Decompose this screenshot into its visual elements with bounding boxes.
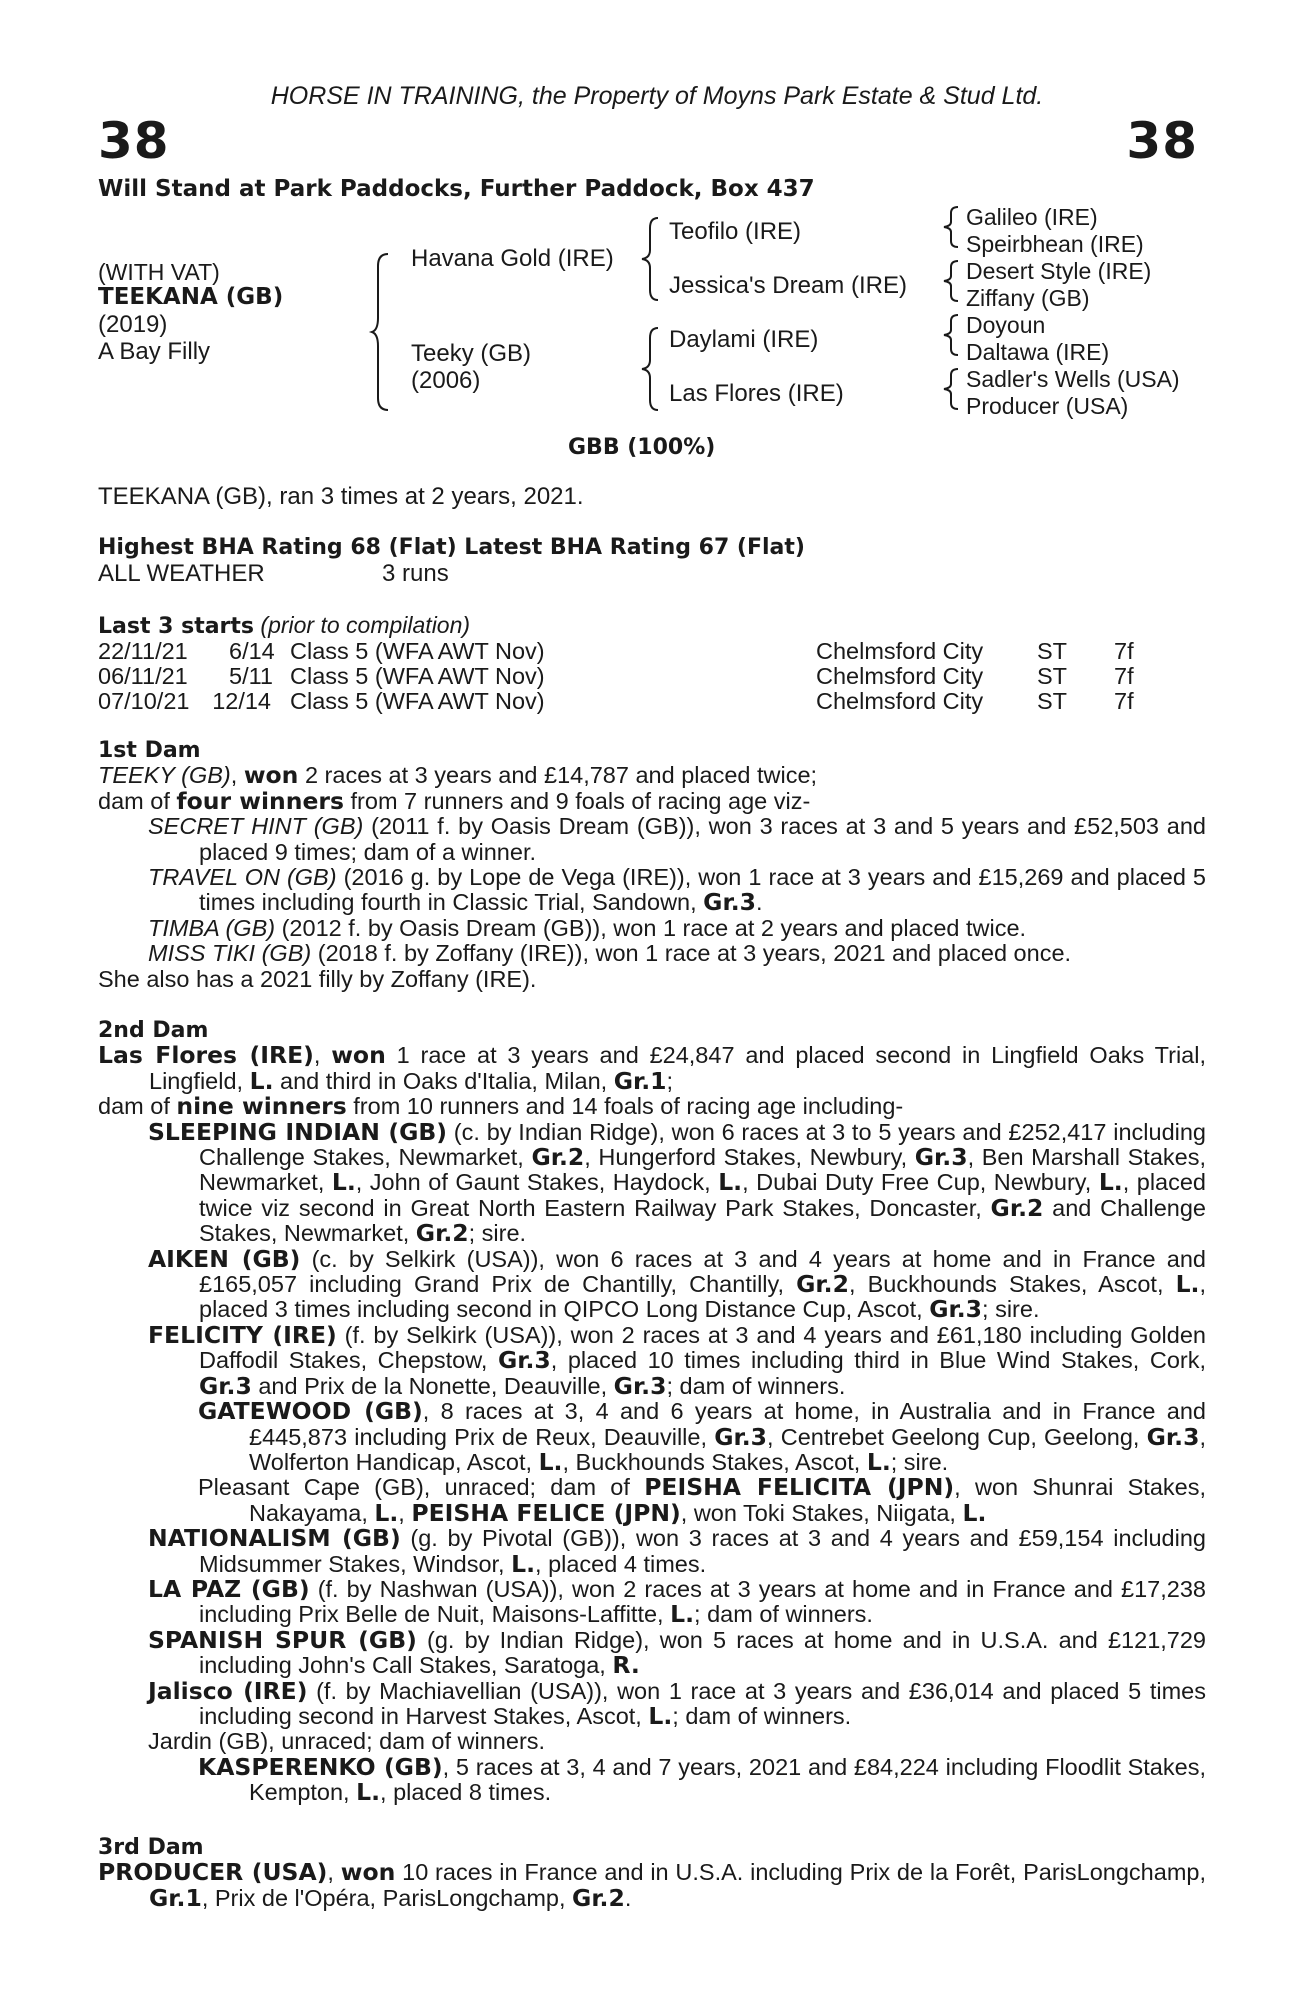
first-dam-tail: She also has a 2021 filly by Zoffany (IRE). [98, 965, 537, 992]
start-distance: 7f [1114, 638, 1134, 664]
produce-details: , placed 4 times. [535, 1550, 707, 1577]
second-dam-section [98, 1018, 1206, 1806]
main-brace [370, 252, 394, 412]
start-course: Chelmsford City [816, 688, 984, 714]
ancestor-speirbhean: Speirbhean (IRE) [966, 231, 1144, 257]
grade-label: Gr.3 [497, 1346, 551, 1375]
produce-details: , placed 8 times. [380, 1779, 552, 1806]
produce-name: PEISHA FELICITA (JPN) [644, 1473, 955, 1502]
start-distance: 7f [1114, 688, 1134, 714]
listed-label: L. [648, 1701, 673, 1730]
listed-label: L. [670, 1600, 695, 1629]
last-starts-title: Last 3 starts [98, 614, 255, 639]
stand-location: Will Stand at Park Paddocks, Further Paddock, Box 437 [98, 176, 815, 202]
produce-details: , 5 races at 3, 4 and 7 years, 2021 and £84,224 including Floodlit Stakes, Kempton, [249, 1753, 1206, 1806]
produce-details: ; sire. [982, 1296, 1040, 1323]
listed-label: L. [718, 1168, 743, 1197]
produce-text: dam of [98, 1093, 177, 1120]
produce-name: TRAVEL ON (GB) [148, 864, 337, 891]
start-course: Chelmsford City [816, 638, 984, 664]
record-text: ; [666, 1067, 674, 1094]
produce-details: (2018 f. by Zoffany (IRE)), won 1 race at 3 years, 2021 and placed once. [311, 940, 1072, 967]
produce-entry [98, 1676, 1206, 1730]
listed-label: L. [962, 1498, 987, 1527]
dam-sire: Daylami (IRE) [669, 326, 819, 353]
dam-name: TEEKY (GB) [98, 762, 231, 789]
produce-entry [98, 1625, 1207, 1680]
ancestor-desert-style: Desert Style (IRE) [966, 258, 1152, 284]
dam-name: Teeky (GB) [411, 340, 532, 367]
produce-entry [98, 865, 1206, 916]
start-course: Chelmsford City [816, 663, 984, 689]
record-text: 1 race at 3 years and £24,847 and placed second in Lingfield Oaks Trial, Lingfield, [149, 1042, 1206, 1094]
produce-entry [98, 814, 1206, 865]
grade-label: Gr.3 [714, 1422, 768, 1451]
restricted-label: R. [612, 1651, 640, 1680]
produce-details: (2011 f. by Oasis Dream (GB)), won 3 races at 3 and 5 years and £52,503 and placed 9 times; dam of a winner. [199, 813, 1206, 865]
start-date: 06/11/21 [98, 663, 188, 689]
won-label: won [340, 1858, 396, 1887]
produce-details: and Prix de la Nonette, Deauville, [251, 1372, 614, 1399]
horse-name: TEEKANA (GB) [98, 284, 284, 310]
produce-details: ; dam of winners. [694, 1601, 873, 1628]
listed-label: L. [866, 1447, 891, 1476]
third-dam-record [98, 1860, 1206, 1911]
dam-brace [640, 326, 664, 412]
second-dam-heading: 2nd Dam [98, 1018, 209, 1043]
grade-label: Gr.3 [199, 1371, 252, 1400]
record-text: 10 races in France and in U.S.A. including Prix de la Forêt, ParisLongchamp, [395, 1859, 1206, 1886]
vat-note: (WITH VAT) [98, 259, 220, 285]
produce-details: (2012 f. by Oasis Dream (GB)), won 1 race at 2 years and placed twice. [275, 914, 1027, 941]
start-race: Class 5 (WFA AWT Nov) [290, 688, 545, 714]
grade-label: Gr.3 [703, 888, 756, 917]
produce-entry [98, 1574, 1206, 1629]
last-starts-note: (prior to compilation) [260, 612, 471, 638]
sire-sire: Teofilo (IRE) [669, 218, 802, 245]
brace-g4 [942, 367, 962, 411]
third-dam-heading: 3rd Dam [98, 1835, 204, 1860]
won-label: won [243, 761, 299, 790]
ancestor-ziffany: Ziffany (GB) [966, 285, 1090, 311]
start-position: 12/14 [212, 688, 271, 714]
produce-details: ; dam of winners. [672, 1702, 852, 1729]
produce-name: KASPERENKO (GB) [198, 1752, 443, 1781]
produce-entry [98, 1320, 1206, 1400]
grade-label: Gr.2 [531, 1143, 585, 1172]
sire-brace [640, 216, 664, 302]
produce-details: , Ben Marshall Stakes, Newmarket, [199, 1144, 1206, 1196]
produce-details: , won Toki Stakes, Niigata, [680, 1499, 963, 1526]
dam-name: Las Flores (IRE) [98, 1041, 314, 1070]
winners-count: nine winners [176, 1092, 347, 1121]
breeding-percentage: GBB (100%) [568, 435, 716, 460]
produce-details: (f. by Selkirk (USA)), won 2 races at 3 and 4 years and £61,180 including Golden Daffodil Stakes, Chepstow, [199, 1321, 1206, 1374]
grade-label: Gr.3 [1146, 1422, 1200, 1451]
grade-label: Gr.2 [415, 1219, 469, 1248]
produce-details: (g. by Pivotal (GB)), won 3 races at 3 and 4 years and £59,154 including Midsummer Stakes, Windsor, [199, 1525, 1206, 1577]
grade-label: Gr.1 [149, 1883, 202, 1912]
start-going: ST [1037, 663, 1068, 689]
brace-g1 [942, 205, 962, 249]
sire-dam: Jessica's Dream (IRE) [669, 272, 907, 299]
grade-label: Gr.1 [613, 1066, 667, 1095]
produce-details: , 8 races at 3, 4 and 6 years at home, in Australia and in France and £445,873 including Prix de Reux, Deauville, [249, 1398, 1206, 1450]
produce-details: and Challenge Stakes, Newmarket, [199, 1194, 1206, 1247]
produce-name: LA PAZ (GB) [148, 1574, 310, 1603]
produce-name: FELICITY (IRE) [148, 1320, 337, 1349]
produce-details: (c. by Selkirk (USA)), won 6 races at 3 and 4 years at home and in France and £165,057 including Grand Prix de Chantilly, Chantilly, [199, 1245, 1206, 1298]
dam-name: PRODUCER (USA) [98, 1858, 328, 1887]
start-date: 22/11/21 [98, 638, 188, 664]
produce-entry [98, 941, 1206, 966]
listed-label: L. [538, 1447, 563, 1476]
listed-label: L. [374, 1498, 399, 1527]
produce-name: SLEEPING INDIAN (GB) [148, 1117, 448, 1146]
bha-rating: Highest BHA Rating 68 (Flat) Latest BHA Rating 67 (Flat) [98, 535, 805, 560]
ancestor-daltawa: Daltawa (IRE) [966, 339, 1110, 365]
produce-name: GATEWOOD (GB) [198, 1397, 423, 1426]
record-text: . [624, 1884, 632, 1911]
produce-details: , won Shunrai Stakes, Nakayama, [249, 1474, 1207, 1526]
ancestor-sadlers-wells: Sadler's Wells (USA) [966, 366, 1180, 392]
brace-g2 [942, 259, 962, 303]
race-summary: TEEKANA (GB), ran 3 times at 2 years, 2021. [98, 483, 584, 510]
winners-count: four winners [176, 786, 344, 815]
grade-label: Gr.3 [914, 1143, 968, 1172]
grade-label: Gr.3 [929, 1295, 983, 1324]
ancestor-producer: Producer (USA) [966, 393, 1129, 419]
grade-label: Gr.3 [613, 1371, 667, 1400]
grade-label: Gr.2 [796, 1270, 849, 1299]
produce-details: , Buckhounds Stakes, Ascot, [562, 1448, 867, 1475]
produce-details: , placed twice viz second in Great North Eastern Railway Park Stakes, Doncaster, [199, 1169, 1206, 1221]
produce-entry [98, 1117, 1206, 1248]
produce-details: . [755, 889, 763, 916]
produce-text: dam of [98, 787, 177, 814]
produce-entry: Jardin (GB), unraced; dam of winners. [148, 1728, 546, 1755]
start-position: 6/14 [229, 638, 275, 664]
produce-details: ; dam of winners. [666, 1372, 846, 1399]
produce-details: , placed 3 times including second in QIPCO Long Distance Cup, Ascot, [199, 1271, 1206, 1323]
produce-details: , placed 10 times including third in Blue Wind Stakes, Cork, [550, 1347, 1206, 1374]
produce-details: (2016 g. by Lope de Vega (IRE)), won 1 race at 3 years and £15,269 and placed 5 times including fourth in Classic Trial, Sandown, [199, 864, 1206, 916]
produce-name: SECRET HINT (GB) [148, 813, 364, 840]
produce-name: MISS TIKI (GB) [148, 940, 312, 967]
grand-produce-entry [98, 1475, 1206, 1526]
ancestor-galileo: Galileo (IRE) [966, 204, 1098, 230]
produce-details: (f. by Nashwan (USA)), won 2 races at 3 years at home and in France and £17,238 including Prix Belle de Nuit, Maisons-Laffitte, [199, 1575, 1206, 1628]
dam-year: (2006) [411, 367, 481, 394]
start-distance: 7f [1114, 663, 1134, 689]
first-dam-produce [98, 786, 1206, 815]
produce-details: , Wolferton Handicap, Ascot, [249, 1423, 1206, 1475]
lot-number-right: 38 [1126, 112, 1198, 170]
start-race: Class 5 (WFA AWT Nov) [290, 638, 545, 664]
start-going: ST [1037, 688, 1068, 714]
start-date: 07/10/21 [98, 688, 190, 714]
grand-produce-entry [98, 1752, 1206, 1807]
produce-details: (g. by Indian Ridge), won 5 races at home and in U.S.A. and £121,729 including John's Call Stakes, Saratoga, [199, 1626, 1207, 1679]
separator: , [313, 1042, 332, 1069]
produce-details: , Hungerford Stakes, Newbury, [584, 1144, 915, 1171]
produce-details: ; sire. [890, 1448, 949, 1475]
produce-details: , John of Gaunt Stakes, Haydock, [355, 1169, 719, 1196]
surface-label: ALL WEATHER [98, 560, 265, 587]
ancestor-doyoun: Doyoun [966, 312, 1046, 338]
produce-entry [98, 1526, 1206, 1577]
produce-details: ; sire. [468, 1220, 527, 1247]
listed-label: L. [331, 1168, 356, 1197]
produce-text: from 10 runners and 14 foals of racing age including- [346, 1093, 904, 1120]
horse-description: A Bay Filly [98, 338, 211, 365]
third-dam-section [98, 1835, 1206, 1911]
produce-name: AIKEN (GB) [148, 1244, 301, 1273]
first-dam-section [98, 738, 1206, 992]
page-header-title: HORSE IN TRAINING, the Property of Moyns Park Estate & Stud Ltd. [270, 82, 1044, 110]
sire-name: Havana Gold (IRE) [411, 245, 614, 272]
produce-details: , Centrebet Geelong Cup, Geelong, [767, 1423, 1147, 1450]
horse-year: (2019) [98, 311, 168, 338]
dam-dam: Las Flores (IRE) [669, 380, 844, 407]
separator: , [327, 1859, 341, 1886]
produce-details: Pleasant Cape (GB), unraced; dam of [198, 1474, 645, 1501]
produce-details: , Buckhounds Stakes, Ascot, [848, 1271, 1176, 1298]
start-going: ST [1037, 638, 1068, 664]
produce-text: from 7 runners and 9 foals of racing age viz- [344, 787, 811, 814]
won-label: won [331, 1041, 386, 1070]
listed-label: L. [356, 1778, 381, 1807]
grade-label: Gr.2 [572, 1883, 625, 1912]
surface-runs: 3 runs [382, 560, 449, 587]
lot-number-left: 38 [98, 112, 170, 170]
start-race: Class 5 (WFA AWT Nov) [290, 663, 545, 689]
start-position: 5/11 [229, 663, 273, 689]
produce-entry [98, 1244, 1206, 1324]
produce-details: , Dubai Duty Free Cup, Newbury, [742, 1169, 1099, 1196]
listed-label: L. [249, 1066, 274, 1095]
record-text: and third in Oaks d'Italia, Milan, [273, 1067, 614, 1094]
produce-name: SPANISH SPUR (GB) [148, 1625, 417, 1654]
produce-details: (c. by Indian Ridge), won 6 races at 3 to 5 years and £252,417 including Challenge Stakes, Newmarket, [199, 1118, 1206, 1171]
produce-name: NATIONALISM (GB) [148, 1524, 401, 1553]
record-text: 2 races at 3 years and £14,787 and placed twice; [298, 762, 818, 789]
grand-produce-entry [98, 1399, 1206, 1475]
produce-details: , [398, 1499, 412, 1526]
listed-label: L. [1175, 1270, 1200, 1299]
grade-label: Gr.2 [990, 1193, 1044, 1222]
produce-entry [98, 916, 1206, 941]
second-dam-produce [98, 1094, 1206, 1119]
produce-name: TIMBA (GB) [148, 914, 276, 941]
last-starts-heading [98, 612, 470, 639]
first-dam-record: TEEKY (GB), won 2 races at 3 years and £14,787 and placed twice; [98, 761, 818, 790]
produce-details: (f. by Machiavellian (USA)), won 1 race at 3 years and £36,014 and placed 5 times including second in Harvest Stakes, Ascot, [199, 1677, 1206, 1729]
listed-label: L. [1098, 1168, 1123, 1197]
produce-name: Jalisco (IRE) [148, 1676, 308, 1705]
second-dam-record [98, 1043, 1206, 1094]
brace-g3 [942, 313, 962, 357]
first-dam-heading: 1st Dam [98, 738, 201, 763]
produce-name: PEISHA FELICE (JPN) [411, 1498, 681, 1527]
record-text: , Prix de l'Opéra, ParisLongchamp, [201, 1884, 573, 1911]
listed-label: L. [511, 1549, 536, 1578]
